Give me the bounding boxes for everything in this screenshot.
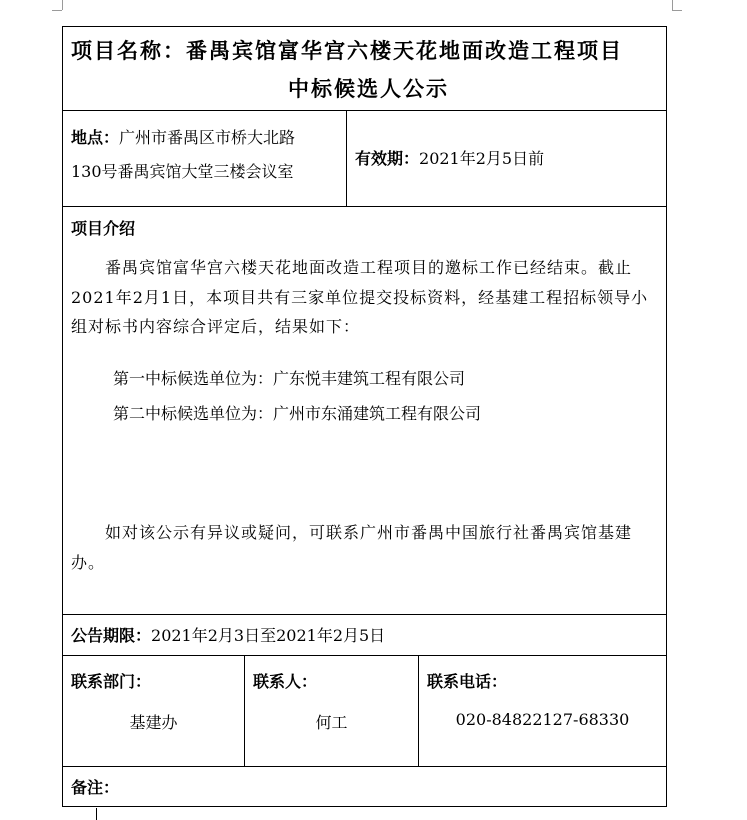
- contact-person-value: 何工: [315, 713, 348, 732]
- validity-value: 2021年2月5日前: [419, 149, 545, 168]
- validity-label: 有效期：: [355, 149, 420, 168]
- title-line-1: [71, 32, 656, 70]
- contact-dept-value: 基建办: [129, 713, 178, 732]
- contact-person-label: 联系人：: [253, 672, 318, 691]
- intro-row: [63, 207, 666, 615]
- text-cursor: [96, 808, 97, 820]
- remarks-row: [63, 767, 666, 806]
- period-value: 2021年2月3日至2021年2月5日: [151, 626, 386, 645]
- contact-dept-label: 联系部门：: [71, 672, 152, 691]
- crop-mark-top-right: [672, 0, 673, 10]
- crop-mark-top-left: [52, 10, 62, 11]
- location-row: [63, 111, 666, 207]
- contact-phone-value: 020-84822127-68330: [455, 710, 630, 729]
- period-label: 公告期限：: [71, 626, 152, 645]
- location-cell: [63, 111, 347, 207]
- project-name: 番禺宾馆富华宫六楼天花地面改造工程项目: [186, 38, 623, 63]
- period-row: [63, 615, 666, 656]
- location-label: 地点：: [71, 128, 120, 147]
- contact-phone-label: 联系电话：: [427, 672, 508, 691]
- location-line-1: 广州市番禺区市桥大北路: [119, 128, 296, 147]
- contact-dept-cell: [63, 656, 245, 767]
- validity-cell: [347, 111, 666, 207]
- intro-heading: 项目介绍: [71, 219, 136, 238]
- intro-paragraph-2: 如对该公示有异议或疑问，可联系广州市番禺中国旅行社番禺宾馆基建办。: [71, 523, 633, 572]
- announcement-table: [62, 26, 667, 807]
- location-line-2: 130号番禺宾馆大堂三楼会议室: [71, 162, 294, 181]
- contact-person-cell: [245, 656, 419, 767]
- title-line-2: 中标候选人公示: [288, 76, 449, 101]
- intro-paragraph-1: 番禺宾馆富华宫六楼天花地面改造工程项目的邀标工作已经结束。截止2021年2月1日，本项目共有三家单位提交投标资料，经基建工程招标领导小组对标书内容综合评定后，结果如下：: [71, 258, 649, 336]
- contact-phone-cell: [419, 656, 666, 767]
- candidate-1: 第一中标候选单位为：广东悦丰建筑工程有限公司: [113, 369, 466, 388]
- contact-row: [63, 656, 666, 767]
- remarks-label: 备注：: [71, 778, 120, 797]
- crop-mark-top-left: [62, 0, 63, 10]
- crop-mark-top-right: [672, 10, 682, 11]
- candidate-2: 第二中标候选单位为：广州市东涌建筑工程有限公司: [113, 404, 482, 423]
- title-row: [63, 27, 666, 111]
- title-label: 项目名称：: [71, 39, 186, 63]
